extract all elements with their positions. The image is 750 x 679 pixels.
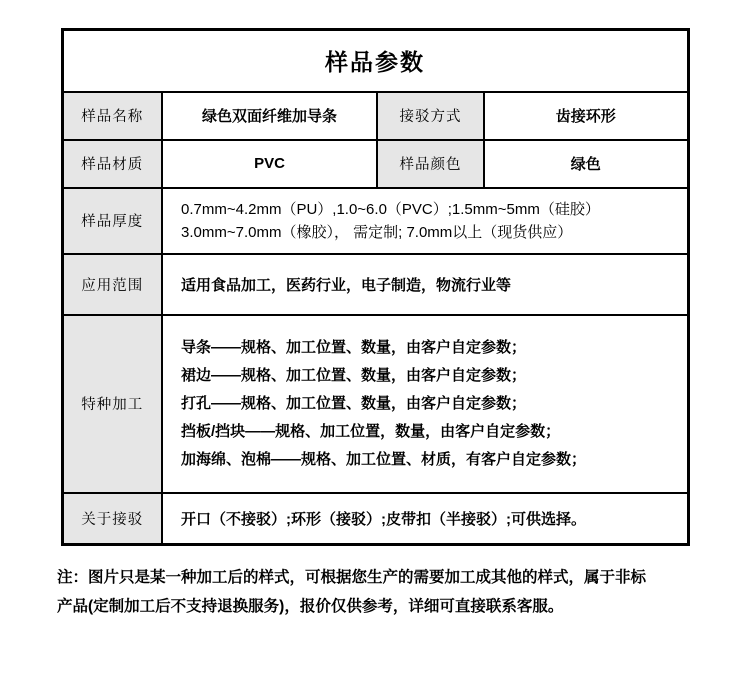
special-line-baffle: 挡板/挡块——规格、加工位置，数量，由客户自定参数； — [181, 422, 561, 440]
joint-method-label: 接驳方式 — [377, 92, 484, 140]
joint-method-value: 齿接环形 — [484, 92, 688, 140]
sample-color-value: 绿色 — [484, 140, 688, 188]
sample-name-label: 样品名称 — [62, 92, 162, 140]
table-row — [62, 493, 688, 545]
sample-material-label: 样品材质 — [62, 140, 162, 188]
table-title: 样品参数 — [62, 30, 688, 92]
about-joint-label: 关于接驳 — [62, 493, 162, 545]
sample-material-value: PVC — [162, 140, 377, 188]
footnote — [57, 563, 693, 621]
sample-name-value: 绿色双面纤维加导条 — [162, 92, 377, 140]
application-range-label: 应用范围 — [62, 254, 162, 315]
table-row — [62, 92, 688, 140]
thickness-line-2: 3.0mm~7.0mm（橡胶）， 需定制; 7.0mm以上（现货供应） — [181, 223, 573, 241]
table-title-row — [62, 30, 688, 92]
special-line-guide-strip: 导条——规格、加工位置、数量，由客户自定参数； — [181, 338, 527, 356]
sample-color-label: 样品颜色 — [377, 140, 484, 188]
footnote-line-1: 注：图片只是某一种加工后的样式，可根据您生产的需要加工成其他的样式，属于非标 — [57, 569, 647, 586]
special-line-skirt: 裙边——规格、加工位置、数量，由客户自定参数； — [181, 366, 527, 384]
table-row — [62, 188, 688, 254]
special-line-punching: 打孔——规格、加工位置、数量，由客户自定参数； — [181, 394, 527, 412]
special-processing-label: 特种加工 — [62, 315, 162, 493]
table-row — [62, 254, 688, 315]
table-row — [62, 140, 688, 188]
special-processing-value — [162, 315, 688, 493]
about-joint-value: 开口（不接驳）;环形（接驳）;皮带扣（半接驳）;可供选择。 — [162, 493, 688, 545]
sample-parameters-table — [61, 28, 690, 546]
sample-thickness-label: 样品厚度 — [62, 188, 162, 254]
sample-thickness-value — [162, 188, 688, 254]
special-line-sponge: 加海绵、泡棉——规格、加工位置、材质，有客户自定参数； — [181, 450, 587, 468]
application-range-value: 适用食品加工，医药行业，电子制造，物流行业等 — [162, 254, 688, 315]
thickness-line-1: 0.7mm~4.2mm（PU）,1.0~6.0（PVC）;1.5mm~5mm（硅胶） — [181, 200, 600, 218]
table-row — [62, 315, 688, 493]
footnote-line-2: 产品(定制加工后不支持退换服务)，报价仅供参考，详细可直接联系客服。 — [57, 598, 564, 615]
